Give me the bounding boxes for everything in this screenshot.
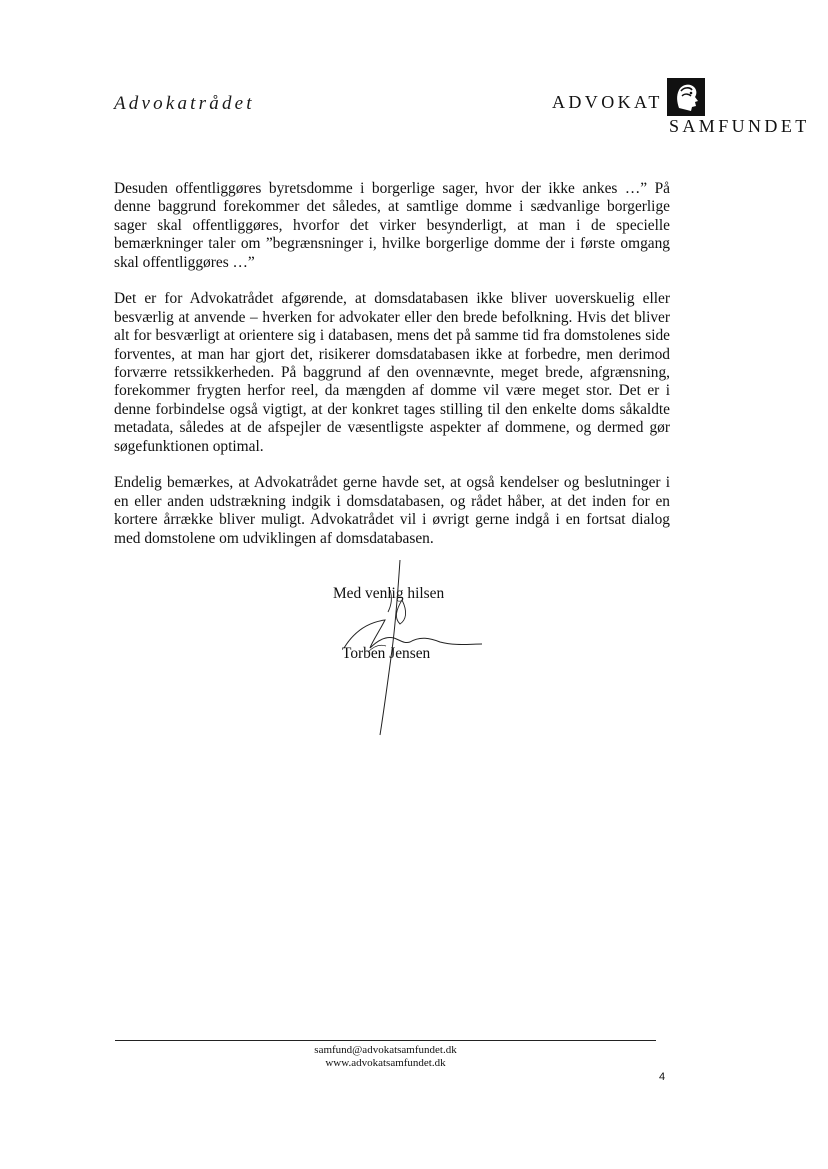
- closing-greeting: Med venlig hilsen: [333, 585, 445, 602]
- letter-body: [114, 180, 670, 566]
- logo-emblem-icon: [667, 78, 705, 116]
- page-number: 4: [659, 1071, 666, 1083]
- header-title: Advokatrådet: [114, 93, 255, 114]
- footer-email: samfund@advokatsamfundet.dk: [314, 1044, 457, 1056]
- footer-website: www.advokatsamfundet.dk: [325, 1057, 446, 1069]
- paragraph-2: Det er for Advokatrådet afgørende, at domsdatabasen ikke bliver uoverskuelig eller besværlig at anvende – hverken for advokater eller den brede befolkning. Hvis det bliver alt for besværligt at orientere sig i databasen, mens det på samme tid fra domstolenes side forventes, at man har gjort det, risikerer domsdatabasen ikke at forbedre, men derimod forværre retssikkerheden. På baggrund af den ovennævnte, meget brede, afgrænsning, forekommer frygten herfor reel, da mængden af domme vil være meget stor. Det er i denne forbindelse også vigtigt, at der konkret tages stilling til den enkelte doms såkaldte metadata, således at de afspejler de væsentligste aspekter af dommene, og dermed gør søgefunktionen optimal.: [114, 290, 670, 455]
- paragraph-3: Endelig bemærkes, at Advokatrådet gerne havde set, at også kendelser og beslutninger i en eller anden udstrækning indgik i domsdatabasen, og rådet håber, at det inden for en kortere årrække bliver muligt. Advokatrådet vil i øvrigt gerne indgå i en fortsat dialog med domstolene om udviklingen af domsdatabasen.: [114, 474, 670, 547]
- logo-text-advokat: ADVOKAT: [552, 92, 663, 112]
- handwritten-signature: [330, 560, 490, 740]
- signer-name: Torben Jensen: [342, 645, 431, 662]
- footer-divider: [115, 1040, 656, 1041]
- paragraph-1: Desuden offentliggøres byretsdomme i borgerlige sager, hvor der ikke ankes …” På denne baggrund forekommer det således, at samtlige domme i sædvanlige borgerlige sager skal offentliggøres, hvorfor det virker besynderligt, at man i de specielle bemærkninger taler om ”begrænsninger i, hvilke borgerlige domme der i første omgang skal offentliggøres …”: [114, 180, 670, 271]
- logo-text-samfundet: SAMFUNDET: [669, 116, 810, 136]
